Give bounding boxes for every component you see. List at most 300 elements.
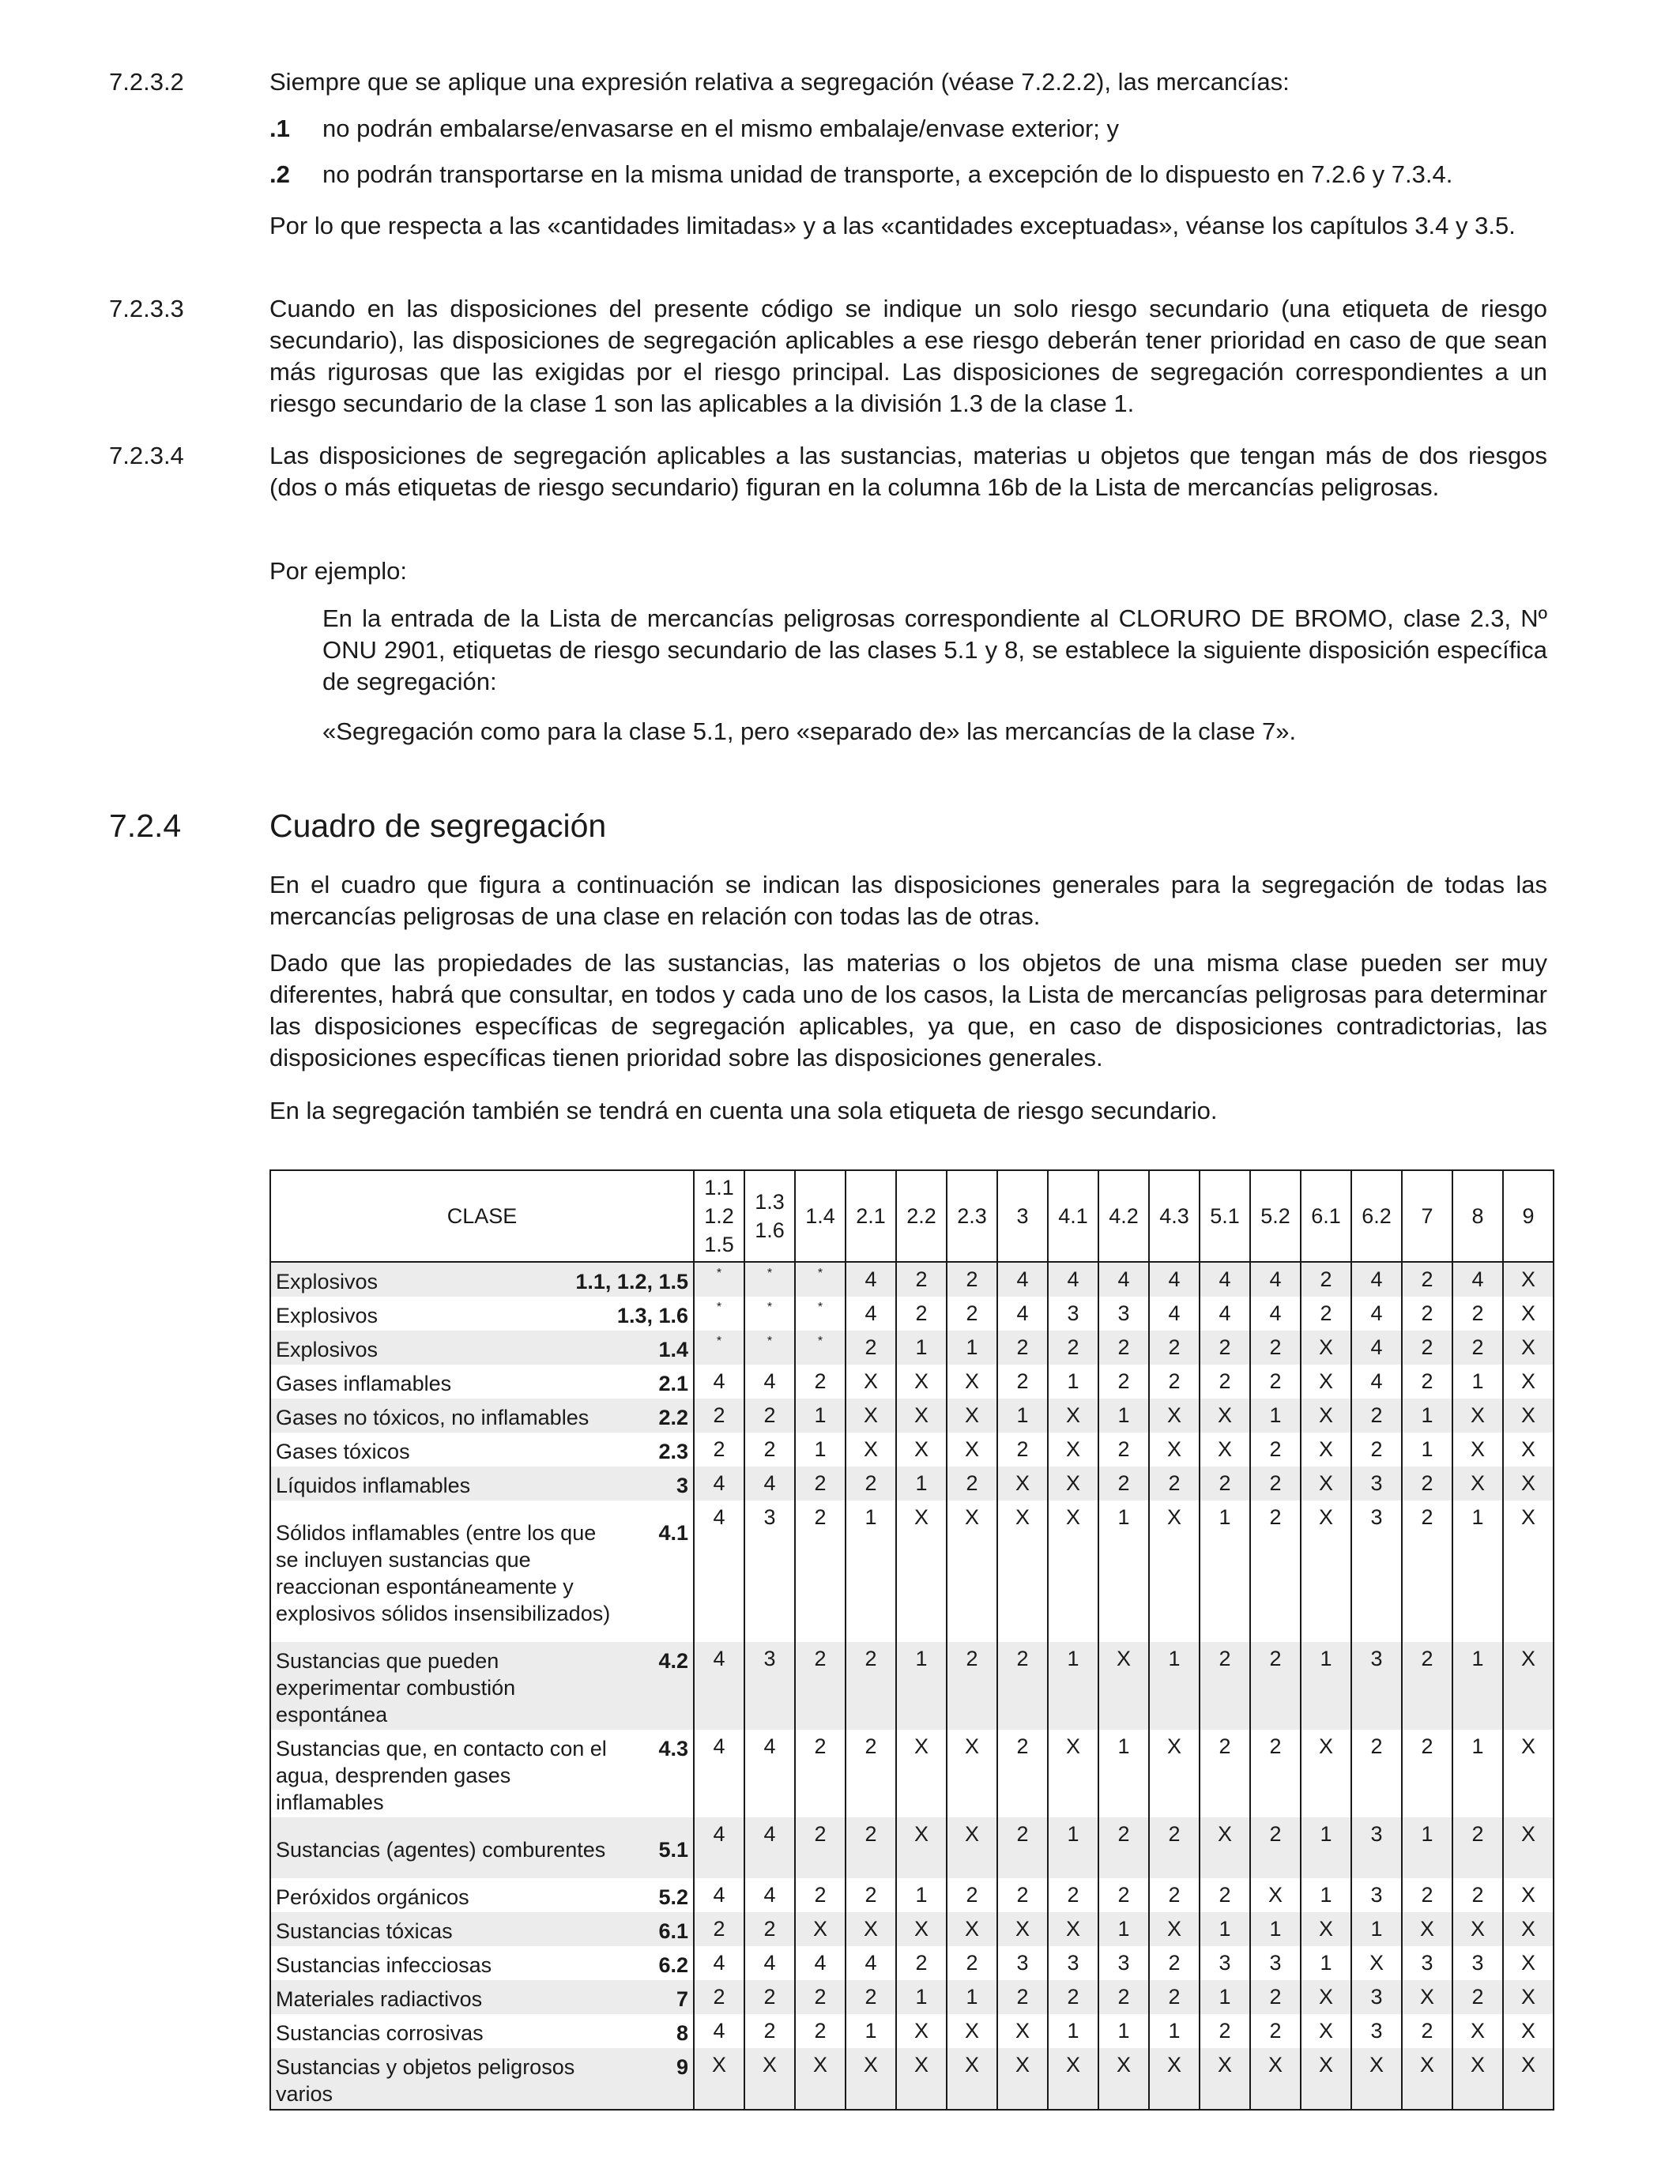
table-row <box>270 1946 1554 1980</box>
table-cell: 2 <box>997 1433 1048 1467</box>
table-cell: X <box>846 1399 896 1433</box>
table-cell: 2 <box>947 1467 997 1501</box>
table-cell: X <box>1250 1878 1301 1912</box>
table-cell: 2 <box>1098 1365 1149 1399</box>
table-cell: X <box>846 2048 896 2110</box>
table-cell: 2 <box>896 1262 947 1297</box>
row-label: Gases tóxicos <box>276 1439 410 1463</box>
table-cell: X <box>1503 1946 1554 1980</box>
table-cell: 2 <box>1402 1878 1452 1912</box>
table-cell: 4 <box>846 1262 896 1297</box>
row-label-cell <box>270 1399 694 1433</box>
table-cell: 4 <box>744 1467 795 1501</box>
table-cell: 4 <box>997 1297 1048 1331</box>
section-724-p3: En la segregación también se tendrá en cuenta una sola etiqueta de riesgo secundario. <box>269 1097 1218 1124</box>
table-cell: 2 <box>1402 1331 1452 1365</box>
table-cell: 2 <box>1149 1817 1200 1878</box>
row-class: 4.2 <box>658 1648 688 1673</box>
table-cell: 2 <box>1452 1980 1503 2014</box>
table-cell: 4 <box>744 1730 795 1817</box>
example-text: En la entrada de la Lista de mercancías peligrosas correspondiente al CLORURO DE BROMO, clase 2.3, Nº ONU 2901, etiquetas de riesgo secundario de las clases 5.1 y 8, se establece la siguiente disposición específica de segregación: <box>322 604 1547 695</box>
table-cell: 2 <box>1200 1365 1250 1399</box>
row-label-cell <box>270 1467 694 1501</box>
table-cell: 2 <box>1149 1946 1200 1980</box>
table-cell: 1 <box>1402 1433 1452 1467</box>
table-cell: 3 <box>1402 1946 1452 1980</box>
table-row <box>270 1467 1554 1501</box>
table-cell: X <box>1048 2048 1098 2110</box>
table-cell: 1 <box>1048 1817 1098 1878</box>
table-cell: X <box>1149 1912 1200 1946</box>
table-cell: 1 <box>1149 2014 1200 2048</box>
column-header: 9 <box>1503 1170 1554 1262</box>
table-cell: X <box>1301 1912 1351 1946</box>
table-cell: 2 <box>896 1297 947 1331</box>
row-label: Explosivos <box>276 1269 379 1293</box>
table-cell: 2 <box>1250 1817 1301 1878</box>
row-label-cell <box>270 1730 694 1817</box>
table-cell: X <box>1250 2048 1301 2110</box>
table-cell: 4 <box>694 1501 744 1642</box>
table-cell: 3 <box>1351 1642 1402 1730</box>
table-cell: 2 <box>846 1730 896 1817</box>
table-cell: 2 <box>1402 1730 1452 1817</box>
row-class: 6.2 <box>658 1952 688 1977</box>
row-label: Sustancias que, en contacto con el agua, desprenden gases inflamables <box>276 1736 607 1814</box>
table-cell: X <box>1503 1878 1554 1912</box>
table-cell: 1 <box>1301 1946 1351 1980</box>
row-label-cell <box>270 1946 694 1980</box>
table-cell: 2 <box>694 1399 744 1433</box>
asterisk-mark: * <box>767 1335 773 1348</box>
table-cell: X <box>1503 1331 1554 1365</box>
column-header: 6.2 <box>1351 1170 1402 1262</box>
table-cell: 3 <box>1048 1297 1098 1331</box>
table-cell: 1 <box>896 1642 947 1730</box>
row-label-cell <box>270 1262 694 1297</box>
table-cell: X <box>896 2014 947 2048</box>
example-label: Por ejemplo: <box>269 557 408 585</box>
row-class: 1.1, 1.2, 1.5 <box>575 1269 688 1293</box>
row-label-cell <box>270 1878 694 1912</box>
row-class: 1.4 <box>658 1337 688 1361</box>
table-cell: 3 <box>1351 1878 1402 1912</box>
table-cell: X <box>1503 1817 1554 1878</box>
row-label: Sustancias que pueden experimentar combustión espontánea <box>276 1648 516 1726</box>
row-label-cell <box>270 1365 694 1399</box>
table-cell: 4 <box>744 1878 795 1912</box>
row-label-cell <box>270 1297 694 1331</box>
row-label: Gases no tóxicos, no inflamables <box>276 1405 590 1429</box>
table-cell: 1 <box>1048 2014 1098 2048</box>
asterisk-mark: * <box>817 1335 823 1348</box>
table-row <box>270 1878 1554 1912</box>
section-7233-text: Cuando en las disposiciones del presente código se indique un solo riesgo secundario (una etiqueta de riesgo secundario), las disposiciones de segregación aplicables a ese riesgo deberán tener prioridad en caso de que sean más rigurosas que las exigidas por el riesgo principal. Las disposiciones de segregación correspondientes a un riesgo secundario de la clase 1 son las aplicables a la división 1.3 de la clase 1. <box>269 295 1547 417</box>
table-cell: X <box>1301 1365 1351 1399</box>
table-cell: 2 <box>1098 1817 1149 1878</box>
table-cell: X <box>1452 2048 1503 2110</box>
table-cell: X <box>1301 1331 1351 1365</box>
table-row <box>270 1980 1554 2014</box>
table-cell: 3 <box>1200 1946 1250 1980</box>
table-cell: 2 <box>1452 1817 1503 1878</box>
row-label: Sustancias corrosivas <box>276 2020 484 2045</box>
table-cell: 2 <box>1301 1262 1351 1297</box>
row-class: 5.2 <box>658 1885 688 1909</box>
table-cell: 4 <box>694 1730 744 1817</box>
table-cell: 1 <box>1452 1642 1503 1730</box>
table-cell: 4 <box>744 1817 795 1878</box>
table-cell: 4 <box>1048 1262 1098 1297</box>
section-724-p1: En el cuadro que figura a continuación se indican las disposiciones generales para la segregación de todas las mercancías peligrosas de una clase en relación con todas las de otras. <box>269 871 1547 930</box>
table-cell: 3 <box>744 1501 795 1642</box>
table-cell: X <box>1503 2048 1554 2110</box>
table-cell: X <box>1503 1365 1554 1399</box>
table-cell: 2 <box>1149 1331 1200 1365</box>
table-cell: 2 <box>744 1912 795 1946</box>
table-cell: 4 <box>694 1365 744 1399</box>
row-label: Sustancias (agentes) comburentes <box>276 1837 606 1862</box>
row-class: 2.2 <box>658 1405 688 1429</box>
row-label: Gases inflamables <box>276 1371 452 1395</box>
table-cell: X <box>1402 2048 1452 2110</box>
list-item-text: no podrán embalarse/envasarse en el mismo embalaje/envase exterior; y <box>322 115 1120 142</box>
table-cell <box>795 1331 846 1365</box>
table-cell: 3 <box>1351 2014 1402 2048</box>
table-cell <box>694 1262 744 1297</box>
table-row <box>270 2048 1554 2110</box>
column-header: 2.3 <box>947 1170 997 1262</box>
table-cell: 3 <box>1351 1467 1402 1501</box>
table-cell: 1 <box>846 2014 896 2048</box>
table-cell: X <box>947 2048 997 2110</box>
table-cell: 2 <box>947 1642 997 1730</box>
row-label-cell <box>270 2014 694 2048</box>
table-cell: 1 <box>947 1980 997 2014</box>
table-cell: 4 <box>694 1642 744 1730</box>
table-cell: 2 <box>1250 1365 1301 1399</box>
table-cell: 1 <box>1351 1912 1402 1946</box>
table-cell: X <box>1402 1912 1452 1946</box>
row-class: 2.1 <box>658 1371 688 1395</box>
table-cell: 2 <box>795 1817 846 1878</box>
table-cell: 1 <box>1452 1365 1503 1399</box>
table-cell: 1 <box>1250 1399 1301 1433</box>
table-cell: 4 <box>694 1467 744 1501</box>
table-cell: 2 <box>1098 1331 1149 1365</box>
table-cell: 2 <box>1250 1433 1301 1467</box>
table-cell: 2 <box>1250 1980 1301 2014</box>
table-cell: 2 <box>947 1297 997 1331</box>
row-class: 1.3, 1.6 <box>616 1303 688 1327</box>
table-cell: X <box>1200 2048 1250 2110</box>
table-cell: 2 <box>1098 1980 1149 2014</box>
row-label-cell <box>270 1817 694 1878</box>
list-item-number: .2 <box>269 160 290 188</box>
table-cell: X <box>1301 2014 1351 2048</box>
table-cell: 3 <box>997 1946 1048 1980</box>
table-cell: X <box>1301 1501 1351 1642</box>
table-cell: 2 <box>744 1399 795 1433</box>
table-cell: 1 <box>1402 1817 1452 1878</box>
table-row <box>270 1331 1554 1365</box>
table-cell: X <box>1452 2014 1503 2048</box>
table-cell: 2 <box>846 1980 896 2014</box>
table-cell: 4 <box>744 1946 795 1980</box>
table-cell: 2 <box>795 1878 846 1912</box>
column-header: 6.1 <box>1301 1170 1351 1262</box>
row-class: 8 <box>676 2020 688 2045</box>
table-cell: X <box>1048 1912 1098 1946</box>
asterisk-mark: * <box>716 1335 722 1348</box>
table-cell: X <box>1503 1980 1554 2014</box>
column-header: 5.2 <box>1250 1170 1301 1262</box>
table-cell: 4 <box>846 1946 896 1980</box>
table-cell: 3 <box>1351 1501 1402 1642</box>
row-label-cell <box>270 2048 694 2110</box>
table-cell: 2 <box>1402 1642 1452 1730</box>
section-724-p2: Dado que las propiedades de las sustancias, las materias o los objetos de una misma clase pueden ser muy diferentes, habrá que consultar, en todos y cada uno de los casos, la Lista de mercancías peligrosas para determinar las disposiciones específicas de segregación aplicables, ya que, en caso de disposiciones contradictorias, las disposiciones específicas tienen prioridad sobre las disposiciones generales. <box>269 949 1547 1071</box>
table-cell: X <box>896 1817 947 1878</box>
table-cell: 4 <box>1250 1262 1301 1297</box>
row-label: Sustancias tóxicas <box>276 1919 453 1943</box>
table-cell: 1 <box>1200 1912 1250 1946</box>
table-cell: 1 <box>1301 1878 1351 1912</box>
table-header-row <box>270 1170 1554 1262</box>
table-row <box>270 1365 1554 1399</box>
table-cell: X <box>1503 1262 1554 1297</box>
table-cell: 2 <box>1402 1297 1452 1331</box>
table-cell: 4 <box>1200 1262 1250 1297</box>
table-cell: 2 <box>846 1817 896 1878</box>
column-header: 4.1 <box>1048 1170 1098 1262</box>
table-cell: 1 <box>1098 1730 1149 1817</box>
example-quote: «Segregación como para la clase 5.1, pero «separado de» las mercancías de la clase 7». <box>322 717 1297 745</box>
column-header: 1.1 1.2 1.5 <box>694 1170 744 1262</box>
table-cell: X <box>947 1730 997 1817</box>
table-cell: X <box>947 1399 997 1433</box>
table-cell <box>744 1297 795 1331</box>
table-cell: X <box>1149 1433 1200 1467</box>
table-cell: 4 <box>1351 1262 1402 1297</box>
row-class: 2.3 <box>658 1439 688 1463</box>
table-cell: X <box>1301 1730 1351 1817</box>
table-cell: X <box>1200 1817 1250 1878</box>
table-cell: 2 <box>997 1878 1048 1912</box>
row-label: Sólidos inflamables (entre los que se incluyen sustancias que reaccionan espontáneamente y explosivos sólidos insensibilizados) <box>276 1520 611 1625</box>
column-header: 1.4 <box>795 1170 846 1262</box>
table-cell: 1 <box>896 1980 947 2014</box>
table-cell: 3 <box>1250 1946 1301 1980</box>
table-cell: X <box>1452 1433 1503 1467</box>
table-cell: X <box>694 2048 744 2110</box>
table-cell: 4 <box>846 1297 896 1331</box>
table-cell: 1 <box>1301 1642 1351 1730</box>
table-cell: X <box>1503 1501 1554 1642</box>
asterisk-mark: * <box>767 1301 773 1314</box>
table-cell: X <box>1048 1501 1098 1642</box>
table-cell: 2 <box>795 2014 846 2048</box>
table-cell: X <box>997 2014 1048 2048</box>
table-cell: 4 <box>1351 1365 1402 1399</box>
table-cell: X <box>1301 1980 1351 2014</box>
table-cell: 1 <box>1250 1912 1301 1946</box>
table-cell: X <box>1503 1467 1554 1501</box>
table-cell: X <box>997 1912 1048 1946</box>
table-cell: X <box>997 1467 1048 1501</box>
table-cell: X <box>1503 1730 1554 1817</box>
table-cell: X <box>846 1433 896 1467</box>
asterisk-mark: * <box>716 1301 722 1314</box>
table-cell: 2 <box>947 1878 997 1912</box>
table-cell: 2 <box>1149 1878 1200 1912</box>
table-cell: 1 <box>896 1467 947 1501</box>
table-cell: X <box>1503 1433 1554 1467</box>
table-cell: 2 <box>1351 1433 1402 1467</box>
table-cell: 1 <box>1149 1642 1200 1730</box>
table-cell: 2 <box>896 1946 947 1980</box>
table-cell: 4 <box>795 1946 846 1980</box>
table-cell: 2 <box>1048 1980 1098 2014</box>
table-cell: 1 <box>1098 1912 1149 1946</box>
column-header: 1.3 1.6 <box>744 1170 795 1262</box>
table-cell: X <box>1098 1642 1149 1730</box>
row-label: Peróxidos orgánicos <box>276 1885 469 1909</box>
table-cell: 2 <box>997 1980 1048 2014</box>
table-cell: 2 <box>997 1817 1048 1878</box>
table-cell: X <box>846 1365 896 1399</box>
table-cell: 1 <box>1048 1642 1098 1730</box>
table-cell: 2 <box>1200 1642 1250 1730</box>
table-cell: X <box>846 1912 896 1946</box>
table-cell: 2 <box>1351 1399 1402 1433</box>
row-label: Sustancias infecciosas <box>276 1952 492 1977</box>
table-cell: X <box>1149 1501 1200 1642</box>
table-cell: 2 <box>694 1433 744 1467</box>
table-row <box>270 1501 1554 1642</box>
table-cell: 4 <box>997 1262 1048 1297</box>
table-cell: 2 <box>1200 1331 1250 1365</box>
table-cell: 2 <box>1098 1878 1149 1912</box>
table-cell <box>694 1297 744 1331</box>
table-cell: 2 <box>1200 2014 1250 2048</box>
table-cell <box>694 1331 744 1365</box>
table-cell: X <box>947 1912 997 1946</box>
table-cell: 3 <box>1098 1946 1149 1980</box>
table-cell: 2 <box>1149 1467 1200 1501</box>
table-cell: 1 <box>1098 1501 1149 1642</box>
table-row <box>270 1433 1554 1467</box>
table-cell: 3 <box>1351 1980 1402 2014</box>
table-cell: X <box>896 1730 947 1817</box>
section-7234-text: Las disposiciones de segregación aplicables a las sustancias, materias u objetos que tengan más de dos riesgos (dos o más etiquetas de riesgo secundario) figuran en la columna 16b de la Lista de mercancías peligrosas. <box>269 442 1547 501</box>
table-cell <box>795 1297 846 1331</box>
row-label-cell <box>270 1501 694 1642</box>
column-header: 3 <box>997 1170 1048 1262</box>
table-cell: X <box>997 1501 1048 1642</box>
table-cell: 2 <box>1250 1501 1301 1642</box>
table-cell: X <box>1048 1399 1098 1433</box>
table-cell: 4 <box>1149 1262 1200 1297</box>
table-cell <box>744 1331 795 1365</box>
row-label: Materiales radiactivos <box>276 1986 483 2011</box>
table-cell: 3 <box>744 1642 795 1730</box>
table-cell: 2 <box>1098 1433 1149 1467</box>
row-class: 4.3 <box>658 1736 688 1760</box>
row-class: 3 <box>676 1473 688 1497</box>
table-cell: 2 <box>694 1980 744 2014</box>
table-cell: 2 <box>1402 1365 1452 1399</box>
table-cell: 1 <box>1402 1399 1452 1433</box>
section-7232-note: Por lo que respecta a las «cantidades limitadas» y a las «cantidades exceptuadas», véanse los capítulos 3.4 y 3.5. <box>269 212 1516 239</box>
table-cell: X <box>744 2048 795 2110</box>
table-row <box>270 1912 1554 1946</box>
row-label: Sustancias y objetos peligrosos varios <box>276 2054 575 2106</box>
table-row <box>270 1399 1554 1433</box>
table-cell: X <box>1149 1399 1200 1433</box>
table-cell: 2 <box>744 1980 795 2014</box>
table-cell: 1 <box>1200 1980 1250 2014</box>
table-cell: 4 <box>1250 1297 1301 1331</box>
row-class: 6.1 <box>658 1919 688 1943</box>
list-item-number: .1 <box>269 115 290 142</box>
table-cell: X <box>795 2048 846 2110</box>
table-cell: 2 <box>846 1331 896 1365</box>
table-cell: X <box>947 1433 997 1467</box>
table-cell: 2 <box>1250 1331 1301 1365</box>
segregation-table <box>269 1169 1554 2111</box>
table-cell: X <box>1149 1730 1200 1817</box>
table-cell: X <box>1200 1399 1250 1433</box>
row-label: Líquidos inflamables <box>276 1473 471 1497</box>
table-cell: X <box>896 1399 947 1433</box>
table-cell: 2 <box>1200 1467 1250 1501</box>
table-cell: 2 <box>1250 1642 1301 1730</box>
table-cell: X <box>896 2048 947 2110</box>
table-cell: 2 <box>997 1331 1048 1365</box>
table-cell: 2 <box>1048 1878 1098 1912</box>
table-cell: 2 <box>1200 1878 1250 1912</box>
table-cell: 3 <box>1098 1297 1149 1331</box>
column-header: 4.3 <box>1149 1170 1200 1262</box>
table-cell: 2 <box>1402 2014 1452 2048</box>
table-cell: 1 <box>1048 1365 1098 1399</box>
table-cell: 2 <box>1200 1730 1250 1817</box>
table-cell: X <box>1503 1297 1554 1331</box>
row-label-cell <box>270 1433 694 1467</box>
table-cell: 2 <box>1250 1730 1301 1817</box>
table-cell: 4 <box>1098 1262 1149 1297</box>
table-cell: 2 <box>1250 1467 1301 1501</box>
table-cell: 1 <box>1200 1501 1250 1642</box>
table-cell: 4 <box>744 1365 795 1399</box>
table-cell: 1 <box>846 1501 896 1642</box>
table-cell: 1 <box>1452 1730 1503 1817</box>
table-cell: X <box>947 1817 997 1878</box>
table-cell: 2 <box>1301 1297 1351 1331</box>
table-cell: X <box>1452 1399 1503 1433</box>
table-cell: 4 <box>694 1878 744 1912</box>
table-cell: 4 <box>694 1817 744 1878</box>
row-class: 5.1 <box>658 1837 688 1862</box>
table-cell: 2 <box>1452 1331 1503 1365</box>
table-cell: 2 <box>795 1467 846 1501</box>
table-cell: X <box>1048 1433 1098 1467</box>
table-cell: X <box>795 1912 846 1946</box>
section-number-7234: 7.2.3.4 <box>109 442 184 469</box>
table-cell: 1 <box>896 1878 947 1912</box>
table-cell: 1 <box>1301 1817 1351 1878</box>
